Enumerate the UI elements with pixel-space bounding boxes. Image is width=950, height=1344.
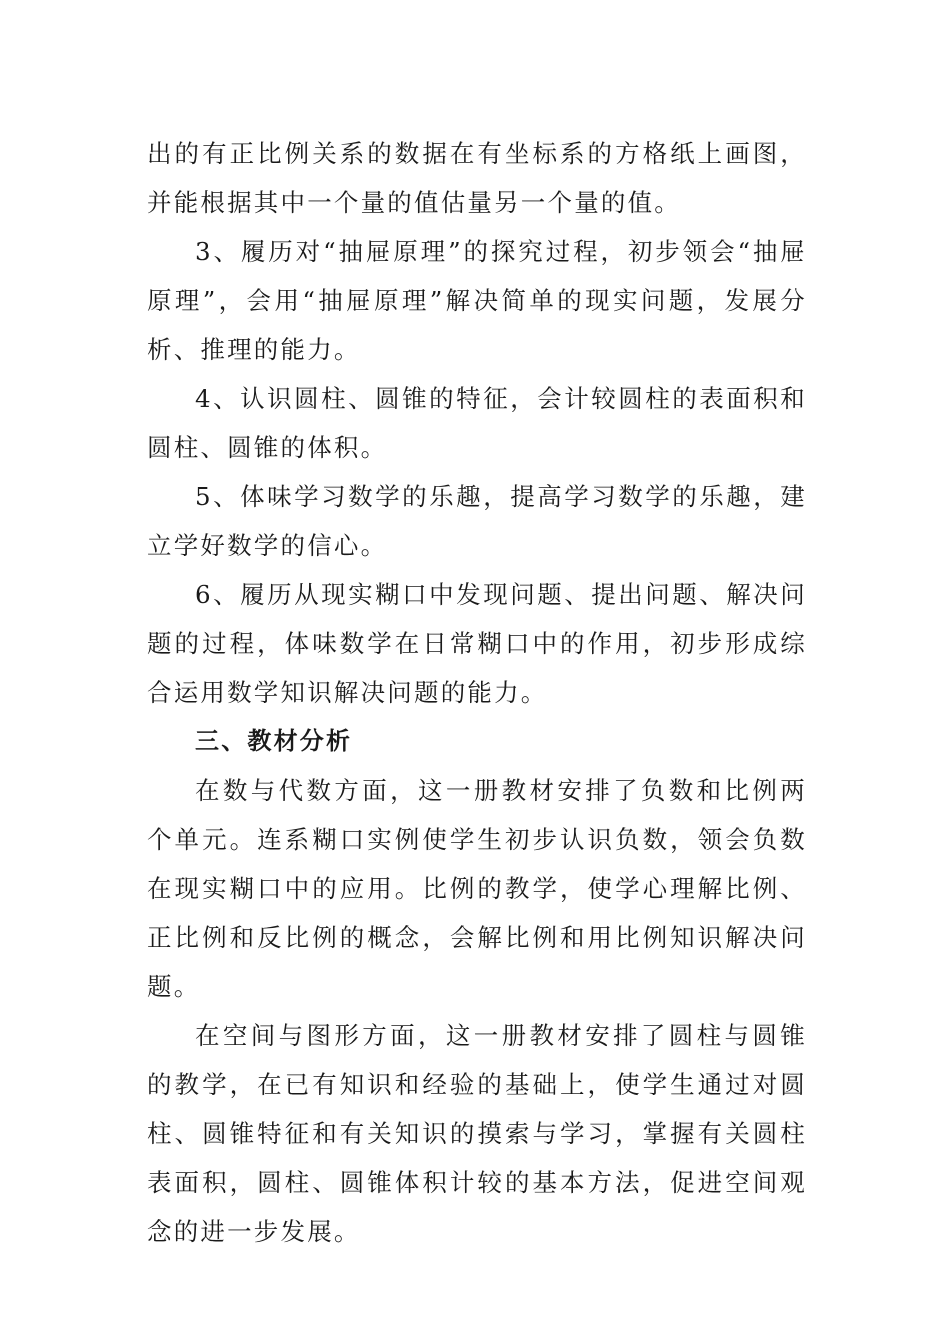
paragraph-number-algebra: 在数与代数方面，这一册教材安排了负数和比例两个单元。连系糊口实例使学生初步认识负数，领会负数在现实糊口中的应用。比例的教学，使学心理解比例、正比例和反比例的概念，会解比例和用比例知识解决问题。 xyxy=(147,776,807,1001)
section-heading: 三、教材分析 xyxy=(195,727,353,755)
paragraph-continuation: 出的有正比例关系的数据在有坐标系的方格纸上画图，并能根据其中一个量的值估量另一个量的值。 xyxy=(147,139,807,217)
paragraph-item-6: 6、履历从现实糊口中发现问题、提出问题、解决问题的过程，体味数学在日常糊口中的作用，初步形成综合运用数学知识解决问题的能力。 xyxy=(147,580,807,707)
document-body xyxy=(147,129,807,1256)
paragraph-space-geometry: 在空间与图形方面，这一册教材安排了圆柱与圆锥的教学，在已有知识和经验的基础上，使学生通过对圆柱、圆锥特征和有关知识的摸索与学习，掌握有关圆柱表面积，圆柱、圆锥体积计较的基本方法，促进空间观念的进一步发展。 xyxy=(147,1021,807,1246)
paragraph-item-3: 3、履历对“抽屉原理”的探究过程，初步领会“抽屉原理”，会用“抽屉原理”解决简单的现实问题，发展分析、推理的能力。 xyxy=(147,237,807,364)
paragraph-item-4: 4、认识圆柱、圆锥的特征，会计较圆柱的表面积和圆柱、圆锥的体积。 xyxy=(147,384,807,462)
paragraph-item-5: 5、体味学习数学的乐趣，提高学习数学的乐趣，建立学好数学的信心。 xyxy=(147,482,807,560)
